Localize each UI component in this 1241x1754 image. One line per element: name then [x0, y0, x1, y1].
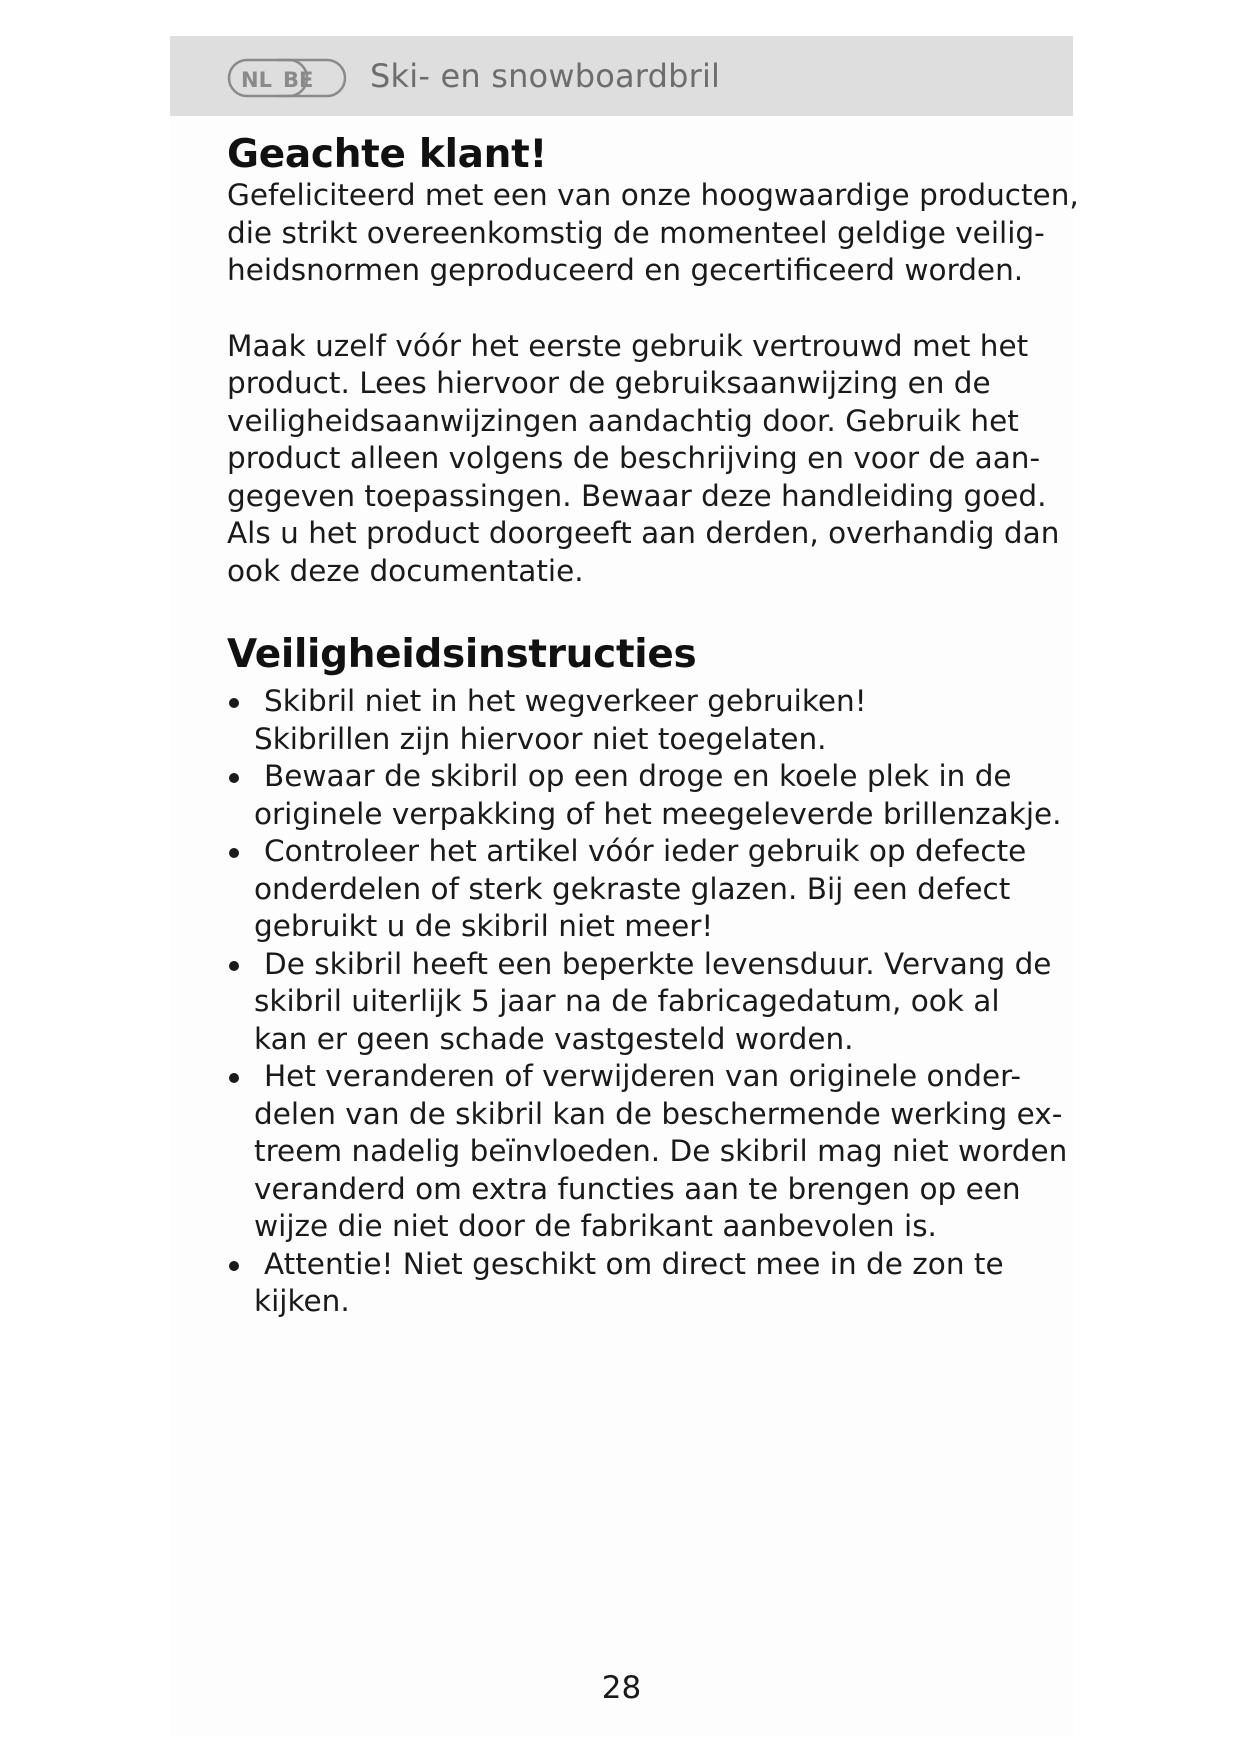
text-line: Gefeliciteerd met een van onze hoogwaardige producten, [227, 178, 1079, 212]
list-item [227, 758, 1062, 833]
text-line: Controleer het artikel vóór ieder gebruik op defecte [264, 834, 1027, 868]
text-line: gegeven toepassingen. Bewaar deze handleiding goed. [227, 478, 1047, 513]
text-line: treem nadelig beïnvloeden. De skibril mag niet worden [254, 1134, 1068, 1168]
text-line: Skibrillen zijn hiervoor niet toegelaten. [254, 721, 827, 756]
text-line: ook deze documentatie. [227, 553, 584, 588]
text-line: heidsnormen geproduceerd en gecertificeerd worden. [227, 253, 1024, 287]
bullet-icon [229, 961, 239, 971]
list-item [227, 683, 1047, 758]
text-line: product alleen volgens de beschrijving en voor de aan- [227, 441, 1041, 475]
intro-paragraph-1 [227, 177, 1079, 290]
safety-instructions-list [227, 683, 1068, 1321]
header-title: Ski- en snowboardbril [370, 57, 721, 95]
text-line: skibril uiterlijk 5 jaar na de fabricagedatum, ook al [254, 984, 1000, 1018]
text-line: veiligheidsaanwijzingen aandachtig door. Gebruik het [227, 403, 1019, 438]
text-line: Het veranderen of verwijderen van originele onder- [264, 1059, 1021, 1093]
bullet-icon [229, 1073, 239, 1083]
text-line: delen van de skibril kan de beschermende werking ex- [254, 1096, 1063, 1131]
text-line: die strikt overeenkomstig de momenteel geldige veilig- [227, 215, 1045, 250]
list-item [227, 946, 1052, 1059]
bullet-icon [229, 773, 239, 783]
bullet-icon [229, 698, 239, 708]
text-line: gebruikt u de skibril niet meer! [254, 909, 714, 943]
list-item [227, 833, 1047, 946]
text-line: onderdelen of sterk gekraste glazen. Bij een defect [254, 871, 1011, 906]
text-line: Bewaar de skibril op een droge en koele plek in de [264, 759, 1012, 793]
text-line: Als u het product doorgeeft aan derden, overhandig dan [227, 516, 1060, 550]
page-number: 28 [601, 1670, 642, 1706]
language-badge-icon [227, 58, 347, 98]
bullet-icon [229, 848, 239, 858]
text-line: kan er geen schade vastgesteld worden. [254, 1021, 854, 1056]
text-line: wijze die niet door de fabrikant aanbevolen is. [254, 1209, 937, 1243]
lang-code-nl: NL [241, 68, 272, 92]
list-item [227, 1058, 1068, 1246]
list-item [227, 1246, 1047, 1321]
page-header [170, 36, 1073, 116]
text-line: veranderd om extra functies aan te brengen op een [254, 1171, 1021, 1206]
text-line: kijken. [254, 1284, 350, 1318]
page-content [227, 132, 1079, 1321]
text-line: originele verpakking of het meegeleverde brillenzakje. [254, 796, 1062, 831]
text-line: Skibril niet in het wegverkeer gebruiken! [264, 684, 867, 718]
intro-paragraph-2 [227, 328, 1060, 591]
safety-heading: Veiligheidsinstructies [227, 632, 697, 677]
text-line: De skibril heeft een beperkte levensduur. Vervang de [264, 946, 1052, 981]
text-line: Attentie! Niet geschikt om direct mee in de zon te [264, 1246, 1004, 1281]
intro-heading: Geachte klant! [227, 132, 547, 177]
text-line: product. Lees hiervoor de gebruiksaanwijzing en de [227, 366, 991, 400]
bullet-icon [229, 1261, 239, 1271]
text-line: Maak uzelf vóór het eerste gebruik vertrouwd met het [227, 328, 1029, 363]
manual-page [170, 36, 1079, 1736]
lang-code-be: BE [283, 68, 314, 92]
